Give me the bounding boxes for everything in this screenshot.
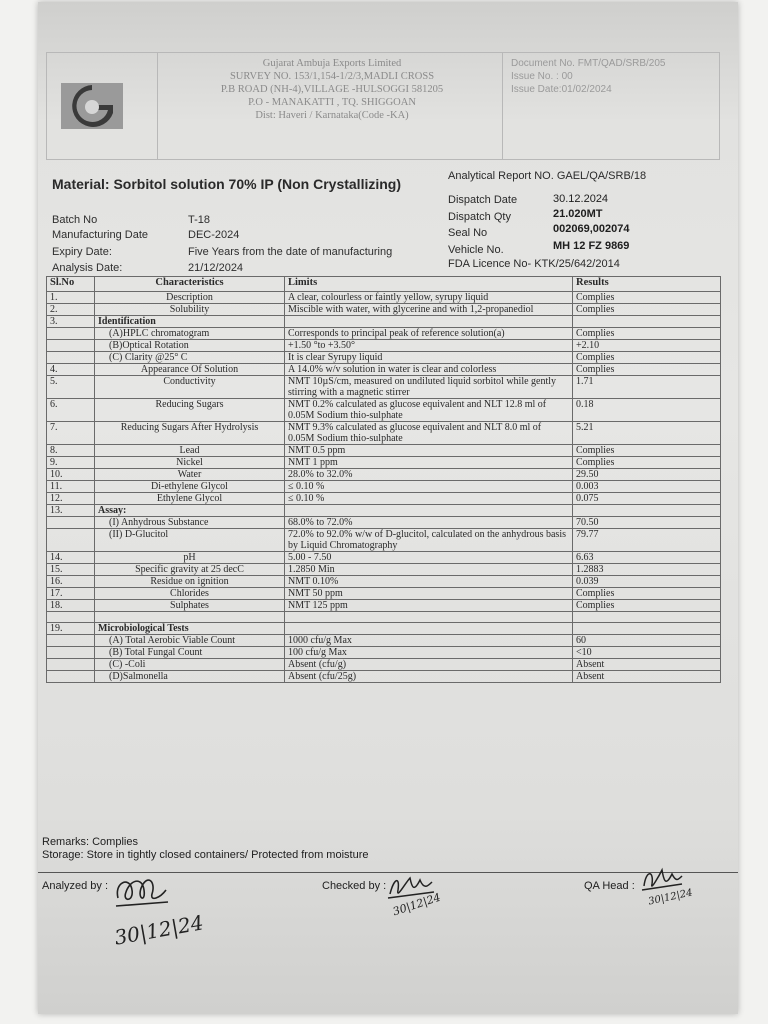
sl-no-cell: 2. [47,304,95,316]
limit-cell [285,623,573,635]
sl-no-cell: 17. [47,588,95,600]
dispatch-date-value: 30.12.2024 [553,193,609,205]
result-cell [573,623,721,635]
table-row [47,340,721,352]
characteristic-cell: (I) Anhydrous Substance [95,517,285,529]
mfg-date-label: Manufacturing Date [52,229,148,241]
characteristic-cell: Conductivity [95,376,285,399]
sl-no-cell: 15. [47,564,95,576]
result-cell: Absent [573,671,721,683]
result-cell [573,316,721,328]
storage-instructions: Storage: Store in tightly closed containers/ Protected from moisture [42,849,369,861]
result-cell: Complies [573,292,721,304]
checked-by-label: Checked by : [322,880,387,892]
result-cell: 5.21 [573,422,721,445]
table-row [47,564,721,576]
sl-no-cell: 4. [47,364,95,376]
limit-cell: 1000 cfu/g Max [285,635,573,647]
sl-no-cell [47,647,95,659]
characteristic-cell: (C) Clarity @25° C [95,352,285,364]
result-cell: 1.71 [573,376,721,399]
result-cell: Absent [573,659,721,671]
batch-no-value: T-18 [188,214,211,226]
table-row [47,352,721,364]
sl-no-cell: 9. [47,457,95,469]
remarks: Remarks: Complies [42,836,138,848]
table-row [47,292,721,304]
table-row [47,445,721,457]
result-cell: 0.039 [573,576,721,588]
limit-cell: 5.00 - 7.50 [285,552,573,564]
analyzed-date: 30|12|24 [112,910,206,950]
limit-cell: NMT 0.2% calculated as glucose equivalent and NLT 12.8 ml of 0.05M Sodium thio-sulphate [285,399,573,422]
result-cell: Complies [573,600,721,612]
table-row [47,600,721,612]
sl-no-cell: 10. [47,469,95,481]
characteristic-cell: Specific gravity at 25 decC [95,564,285,576]
characteristic-cell: Water [95,469,285,481]
limit-cell: ≤ 0.10 % [285,481,573,493]
results-table-body [47,292,721,683]
table-row [47,457,721,469]
limit-cell: 68.0% to 72.0% [285,517,573,529]
table-row [47,623,721,635]
characteristic-cell: Residue on ignition [95,576,285,588]
sl-no-cell: 19. [47,623,95,635]
limit-cell: NMT 50 ppm [285,588,573,600]
document-control-info [502,53,719,159]
limit-cell: A 14.0% w/v solution in water is clear and colorless [285,364,573,376]
company-address-line: SURVEY NO. 153/1,154-1/2/3,MADLI CROSS [229,71,435,82]
header-sl-no: Sl.No [47,277,95,292]
table-row [47,364,721,376]
characteristic-cell: Sulphates [95,600,285,612]
issue-date: Issue Date:01/02/2024 [511,84,612,95]
sl-no-cell: 16. [47,576,95,588]
sl-no-cell: 6. [47,399,95,422]
qa-date: 30|12|24 [647,887,694,908]
limit-cell: +1.50 °to +3.50° [285,340,573,352]
limit-cell [285,316,573,328]
mfg-date-value: DEC-2024 [188,229,240,241]
characteristic-cell: Assay: [95,505,285,517]
table-cell [47,612,95,623]
limit-cell: Corresponds to principal peak of reference solution(a) [285,328,573,340]
result-cell: 0.18 [573,399,721,422]
fda-licence: FDA Licence No- KTK/25/642/2014 [448,258,620,270]
result-cell: 1.2883 [573,564,721,576]
table-cell [285,612,573,623]
characteristic-cell: Reducing Sugars [95,399,285,422]
batch-no-label: Batch No [52,214,98,226]
sl-no-cell [47,340,95,352]
limit-cell: Absent (cfu/25g) [285,671,573,683]
sl-no-cell [47,659,95,671]
result-cell: Complies [573,352,721,364]
characteristic-cell: (A)HPLC chromatogram [95,328,285,340]
sl-no-cell: 8. [47,445,95,457]
characteristic-cell: (C) -Coli [95,659,285,671]
sl-no-cell: 5. [47,376,95,399]
sl-no-cell: 1. [47,292,95,304]
table-row [47,576,721,588]
company-address-line: Dist: Haveri / Karnataka(Code -KA) [255,110,409,121]
dispatch-qty-value: 21.020MT [553,208,603,220]
table-cell [95,612,285,623]
table-row [47,481,721,493]
table-row [47,517,721,529]
sl-no-cell: 7. [47,422,95,445]
vehicle-no-label: Vehicle No. [448,244,504,256]
dispatch-date-label: Dispatch Date [448,194,518,206]
characteristic-cell: (D)Salmonella [95,671,285,683]
issue-number: Issue No. : 00 [511,71,573,82]
result-cell: <10 [573,647,721,659]
limit-cell [285,505,573,517]
company-name: Gujarat Ambuja Exports Limited [262,58,402,69]
header-results: Results [573,277,721,292]
characteristic-cell: Chlorides [95,588,285,600]
analytical-report-no: Analytical Report NO. GAEL/QA/SRB/18 [448,170,647,182]
expiry-date-label: Expiry Date: [52,246,112,258]
sl-no-cell: 13. [47,505,95,517]
material-title: Material: Sorbitol solution 70% IP (Non Crystallizing) [52,176,402,192]
table-row [47,588,721,600]
result-cell: 79.77 [573,529,721,552]
analysis-date-label: Analysis Date: [52,262,123,274]
company-address [167,57,497,122]
sl-no-cell [47,529,95,552]
limit-cell: ≤ 0.10 % [285,493,573,505]
header-limits: Limits [285,277,573,292]
characteristic-cell: (B) Total Fungal Count [95,647,285,659]
dispatch-qty-label: Dispatch Qty [448,211,511,223]
characteristic-cell: Nickel [95,457,285,469]
analyst-signature-icon [112,868,172,912]
result-cell: 29.50 [573,469,721,481]
company-address-line: P.O - MANAKATTI , TQ. SHIGGOAN [248,97,416,108]
result-cell: 0.075 [573,493,721,505]
table-header-row [47,277,721,292]
limit-cell: Miscible with water, with glycerine and with 1,2-propanediol [285,304,573,316]
analyzed-by-label: Analyzed by : [42,880,109,892]
document-number: Document No. FMT/QAD/SRB/205 [511,58,666,69]
logo-box [47,53,158,159]
characteristic-cell: pH [95,552,285,564]
sl-no-cell [47,328,95,340]
characteristic-cell: Identification [95,316,285,328]
header-characteristics: Characteristics [95,277,285,292]
characteristic-cell: Solubility [95,304,285,316]
limit-cell: NMT 9.3% calculated as glucose equivalent and NLT 8.0 ml of 0.05M Sodium thio-sulphate [285,422,573,445]
limit-cell: It is clear Syrupy liquid [285,352,573,364]
characteristic-cell: Di-ethylene Glycol [95,481,285,493]
limit-cell: A clear, colourless or faintly yellow, syrupy liquid [285,292,573,304]
table-row [47,328,721,340]
seal-no-value: 002069,002074 [553,223,630,235]
expiry-date-value: Five Years from the date of manufacturing [188,246,393,258]
result-cell [573,505,721,517]
result-cell: Complies [573,457,721,469]
table-row [47,376,721,399]
characteristic-cell: (II) D-Glucitol [95,529,285,552]
limit-cell: NMT 125 ppm [285,600,573,612]
characteristic-cell: (B)Optical Rotation [95,340,285,352]
table-row [47,529,721,552]
result-cell: 0.003 [573,481,721,493]
sl-no-cell [47,671,95,683]
result-cell: Complies [573,328,721,340]
checked-date: 30|12|24 [391,890,443,919]
limit-cell: 28.0% to 32.0% [285,469,573,481]
sl-no-cell [47,517,95,529]
result-cell: +2.10 [573,340,721,352]
table-spacer-row [47,612,721,623]
result-cell: Complies [573,445,721,457]
document-header [46,52,720,160]
result-cell: Complies [573,588,721,600]
qa-head-label: QA Head : [584,880,635,892]
sl-no-cell: 14. [47,552,95,564]
result-cell: 60 [573,635,721,647]
result-cell: 70.50 [573,517,721,529]
result-cell: 6.63 [573,552,721,564]
characteristic-cell: Ethylene Glycol [95,493,285,505]
table-row [47,304,721,316]
table-row [47,316,721,328]
characteristic-cell: Reducing Sugars After Hydrolysis [95,422,285,445]
limit-cell: Absent (cfu/g) [285,659,573,671]
table-cell [573,612,721,623]
sl-no-cell: 18. [47,600,95,612]
table-row [47,659,721,671]
analysis-date-value: 21/12/2024 [188,262,244,274]
limit-cell: 1.2850 Min [285,564,573,576]
limit-cell: NMT 1 ppm [285,457,573,469]
table-row [47,635,721,647]
limit-cell: 100 cfu/g Max [285,647,573,659]
table-row [47,552,721,564]
table-row [47,505,721,517]
sl-no-cell [47,635,95,647]
results-table [46,276,721,683]
sl-no-cell [47,352,95,364]
table-row [47,647,721,659]
table-row [47,469,721,481]
characteristic-cell: (A) Total Aerobic Viable Count [95,635,285,647]
sl-no-cell: 3. [47,316,95,328]
table-row [47,671,721,683]
table-row [47,422,721,445]
characteristic-cell: Description [95,292,285,304]
limit-cell: NMT 0.5 ppm [285,445,573,457]
sl-no-cell: 11. [47,481,95,493]
table-row [47,399,721,422]
characteristic-cell: Lead [95,445,285,457]
limit-cell: 72.0% to 92.0% w/w of D-glucitol, calculated on the anhydrous basis by Liquid Chromatography [285,529,573,552]
limit-cell: NMT 0.10% [285,576,573,588]
vehicle-no-value: MH 12 FZ 9869 [553,240,630,252]
limit-cell: NMT 10µS/cm, measured on undiluted liquid sorbitol while gently stirring with a magnetic stirrer [285,376,573,399]
sl-no-cell: 12. [47,493,95,505]
result-cell: Complies [573,364,721,376]
characteristic-cell: Appearance Of Solution [95,364,285,376]
seal-no-label: Seal No [448,227,488,239]
company-logo-icon [61,83,123,129]
result-cell: Complies [573,304,721,316]
company-address-line: P.B ROAD (NH-4),VILLAGE -HULSOGGI 581205 [220,84,444,95]
characteristic-cell: Microbiological Tests [95,623,285,635]
table-row [47,493,721,505]
